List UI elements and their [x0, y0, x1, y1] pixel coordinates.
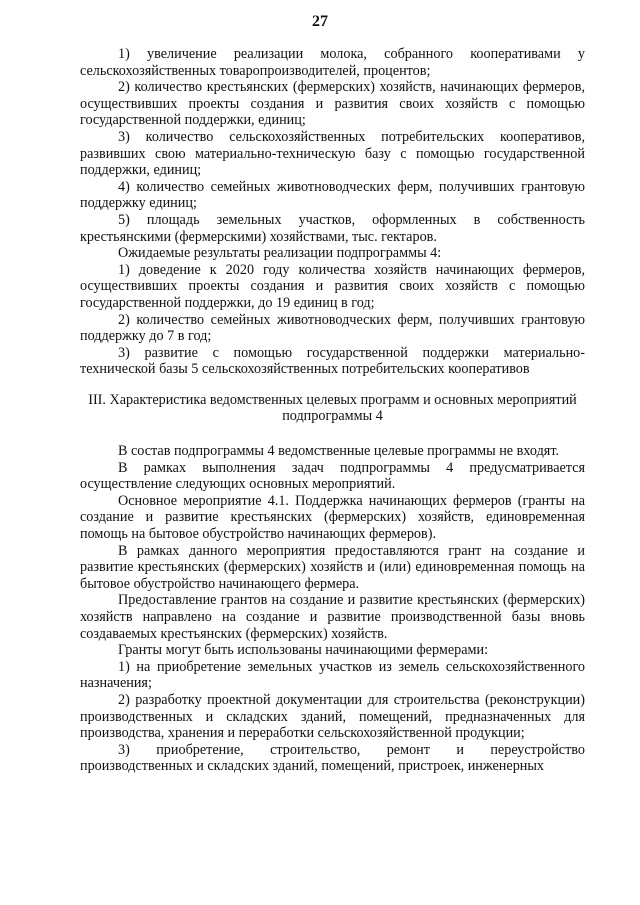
- paragraph: В рамках выполнения задач подпрограммы 4 предусматривается осуществление следующих основных мероприятий.: [80, 459, 585, 493]
- grants-usage-item-1: 1) на приобретение земельных участков из земель сельскохозяйственного назначения;: [80, 658, 585, 692]
- grants-usage-item-3: 3) приобретение, строительство, ремонт и переустройство производственных и складских зданий, помещений, пристроек, инженерных: [80, 741, 585, 775]
- expected-results-intro: Ожидаемые результаты реализации подпрограммы 4:: [118, 245, 442, 262]
- main-activity-paragraph: Основное мероприятие 4.1. Поддержка начинающих фермеров (гранты на создание и развитие крестьянских (фермерских) хозяйств, единовременная помощь на бытовое обустройство начинающих фермеров).: [80, 492, 585, 543]
- indicator-2: 2) количество крестьянских (фермерских) хозяйств, начинающих фермеров, осуществивших проекты создания и развития своих хозяйств с помощью государственной поддержки, единиц;: [80, 79, 585, 129]
- expected-result-2: 2) количество семейных животноводческих ферм, получивших грантовую поддержку до 7 в год;: [80, 311, 585, 345]
- paragraph: Предоставление грантов на создание и развитие крестьянских (фермерских) хозяйств направлено на создание и развитие производственной базы вновь создаваемых крестьянских (фермерских) хозяйств.: [80, 592, 585, 642]
- indicator-1: 1) увеличение реализации молока, собранного кооперативами у сельскохозяйственных товаропроизводителей, процентов;: [80, 46, 585, 79]
- page-number: 27: [312, 13, 328, 30]
- expected-result-1: 1) доведение к 2020 году количества хозяйств начинающих фермеров, осуществивших проекты создания и развития своих хозяйств с помощью государственной поддержки, до 19 единиц в год;: [80, 261, 585, 311]
- indicator-5: 5) площадь земельных участков, оформленных в собственность крестьянскими (фермерскими) хозяйствами, тыс. гектаров.: [80, 211, 585, 245]
- indicator-4: 4) количество семейных животноводческих ферм, получивших грантовую поддержку единиц;: [80, 178, 585, 212]
- paragraph: В рамках данного мероприятия предоставляются грант на создание и развитие крестьянских (фермерских) хозяйств и (или) единовременная помощь на бытовое обустройство начинающего фермера.: [80, 542, 585, 592]
- grants-usage-intro: Гранты могут быть использованы начинающими фермерами:: [118, 642, 489, 659]
- indicator-3: 3) количество сельскохозяйственных потребительских кооперативов, развивших свою материально-техническую базу с помощью государственной поддержки, единиц;: [80, 128, 585, 179]
- expected-result-3: 3) развитие с помощью государственной поддержки материально-технической базы 5 сельскохозяйственных потребительских кооперативов: [80, 344, 585, 378]
- section-heading: III. Характеристика ведомственных целевых программ и основных мероприятий подпрограммы 4: [88, 391, 577, 425]
- document-body: [80, 46, 585, 775]
- paragraph: В состав подпрограммы 4 ведомственные целевые программы не входят.: [118, 443, 560, 460]
- grants-usage-item-2: 2) разработку проектной документации для строительства (реконструкции) производственных и складских зданий, помещений, предназначенных для производства, хранения и переработки сельскохозяйственной продукции;: [80, 691, 585, 742]
